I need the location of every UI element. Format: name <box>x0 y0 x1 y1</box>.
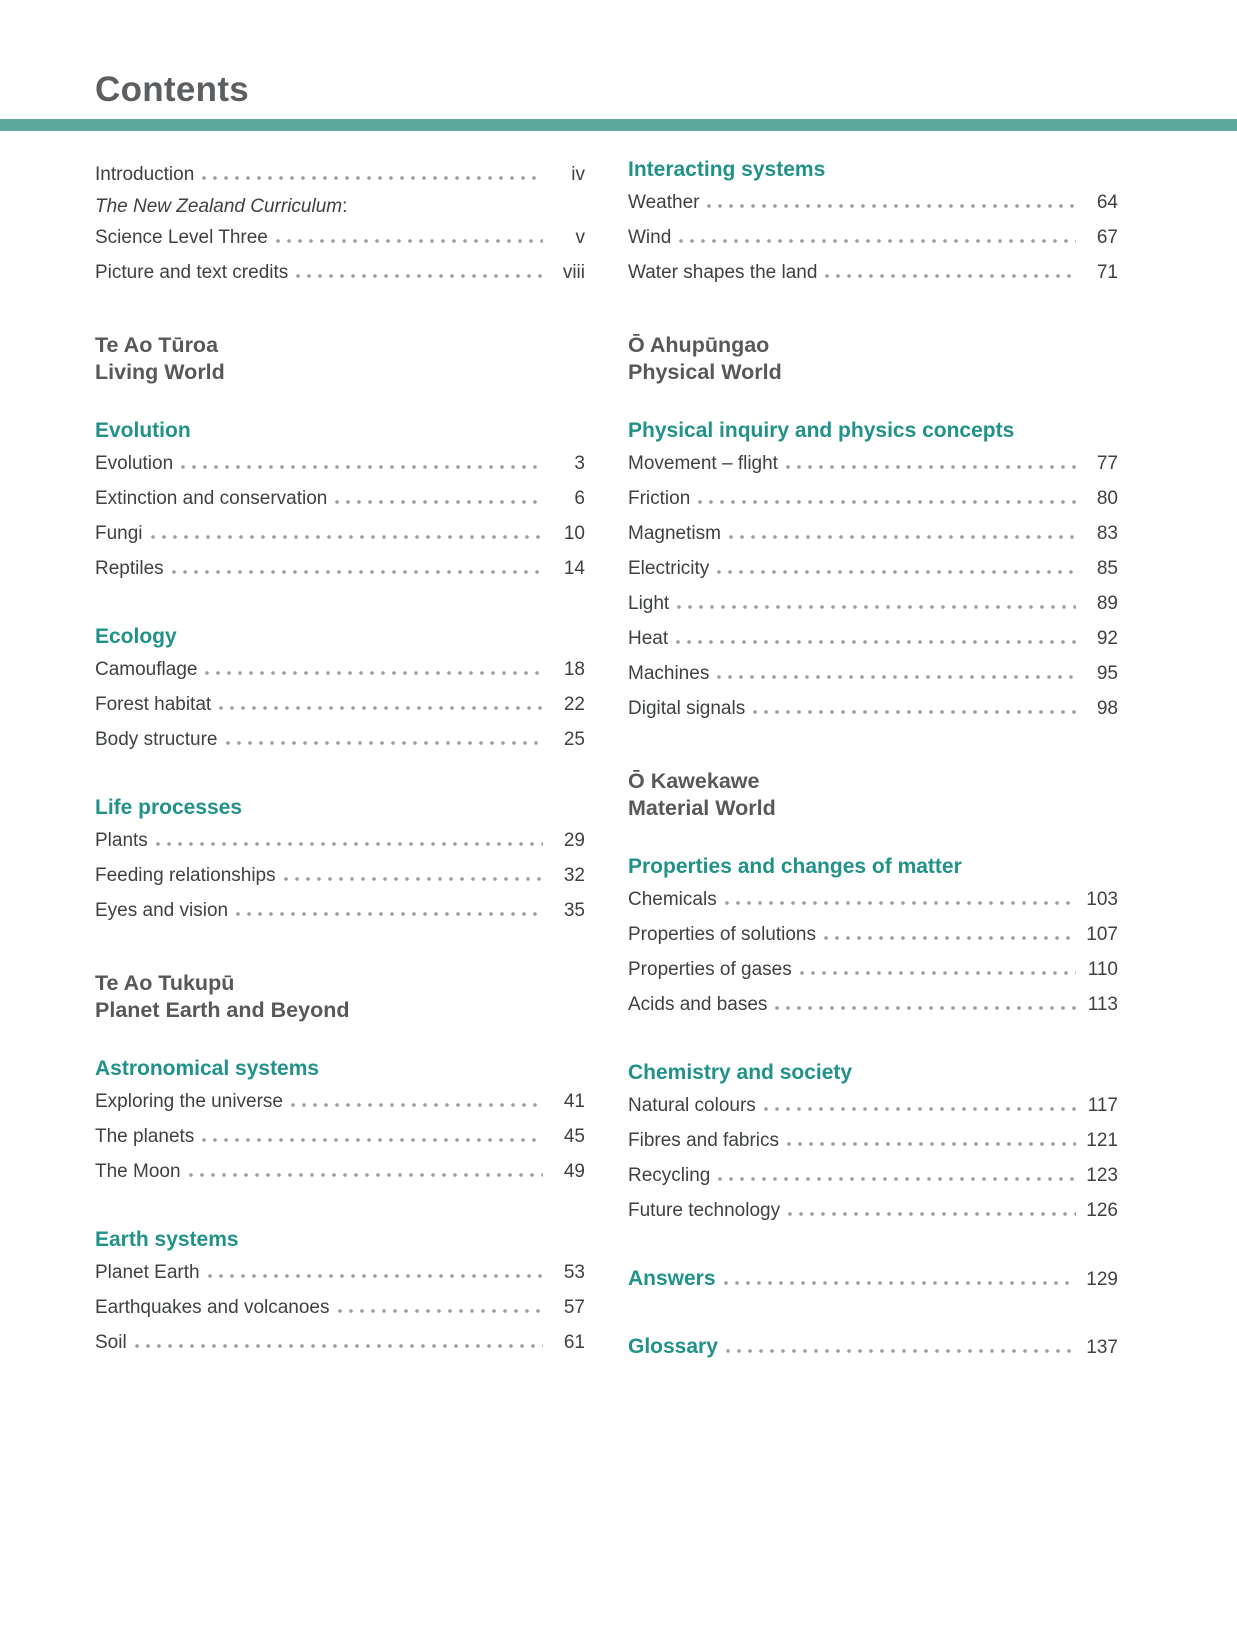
toc-entry-page: 98 <box>1096 698 1118 719</box>
toc-entry-page: 123 <box>1086 1165 1118 1186</box>
dot-leader <box>718 1177 1076 1181</box>
topic-heading: Astronomical systems <box>95 1057 320 1080</box>
toc-entry <box>628 621 1118 656</box>
toc-entry-label: Water shapes the land <box>628 262 818 283</box>
dot-leader <box>189 1173 543 1177</box>
toc-entry <box>95 1255 585 1290</box>
dot-leader <box>226 741 544 745</box>
dot-leader <box>698 500 1076 504</box>
toc-entry <box>95 551 585 586</box>
toc-entry <box>628 656 1118 691</box>
toc-entry-page: 110 <box>1087 959 1118 980</box>
toc-entry <box>95 157 585 192</box>
strand-title <box>628 332 1118 386</box>
toc-entry <box>95 722 585 757</box>
topic-heading: Life processes <box>95 796 243 819</box>
toc-entry-label: Picture and text credits <box>95 262 289 283</box>
toc-entry <box>95 858 585 893</box>
strand-title-line: Material World <box>628 796 776 820</box>
toc-entry-page: 25 <box>563 729 585 750</box>
dot-leader <box>800 971 1076 975</box>
toc-entry-label: Eyes and vision <box>95 900 229 921</box>
topic-section <box>628 157 1118 290</box>
toc-entry-label: Machines <box>628 663 710 684</box>
toc-entry <box>628 1088 1118 1123</box>
dot-leader <box>202 176 543 180</box>
toc-entry-label: Movement – flight <box>628 453 778 474</box>
toc-entry <box>628 481 1118 516</box>
toc-entry-label: Heat <box>628 628 669 649</box>
dot-leader <box>208 1274 543 1278</box>
dot-leader <box>291 1103 543 1107</box>
toc-entry-label: Introduction <box>95 164 195 185</box>
toc-entry-label: Friction <box>628 488 691 509</box>
toc-entry-label: Properties of gases <box>628 959 792 980</box>
toc-entry <box>628 551 1118 586</box>
toc-entry <box>628 1158 1118 1193</box>
topic-heading: Physical inquiry and physics concepts <box>628 419 1015 442</box>
toc-entry-page: 49 <box>563 1161 585 1182</box>
strand-title-line: Ō Kawekawe <box>628 769 760 793</box>
toc-entry-page: 3 <box>574 453 585 474</box>
toc-entry <box>628 917 1118 952</box>
toc-entry <box>95 481 585 516</box>
toc-entry <box>95 446 585 481</box>
toc-entry-page: 129 <box>1086 1269 1118 1290</box>
toc-entry <box>628 882 1118 917</box>
toc-entry-page: 92 <box>1096 628 1118 649</box>
toc-entry-label: Weather <box>628 192 700 213</box>
toc-entry-label: Properties of solutions <box>628 924 816 945</box>
toc-column-left <box>95 157 585 1364</box>
toc-entry-major <box>628 1329 1118 1364</box>
toc-entry-label: Acids and bases <box>628 994 768 1015</box>
toc-entry <box>95 687 585 722</box>
toc-entry-page: 89 <box>1096 593 1118 614</box>
toc-entry-page: 85 <box>1096 558 1118 579</box>
dot-leader <box>202 1138 543 1142</box>
dot-leader <box>729 535 1076 539</box>
toc-entry-label: Answers <box>628 1267 716 1290</box>
toc-entry <box>95 823 585 858</box>
page-header <box>0 0 1237 110</box>
dot-leader <box>825 274 1076 278</box>
dot-leader <box>726 1349 1076 1353</box>
toc-entry-label: Feeding relationships <box>95 865 276 886</box>
toc-entry-page: 6 <box>574 488 585 509</box>
dot-leader <box>724 1281 1076 1285</box>
toc-entry-page: 113 <box>1087 994 1118 1015</box>
toc-entry-page: 121 <box>1086 1130 1118 1151</box>
toc-entry-label: The planets <box>95 1126 195 1147</box>
dot-leader <box>824 936 1076 940</box>
dot-leader <box>156 842 543 846</box>
dot-leader <box>717 675 1076 679</box>
work-title-suffix: : <box>342 196 348 217</box>
dot-leader <box>181 465 543 469</box>
toc-entry-page: 35 <box>563 900 585 921</box>
toc-entry-page: 117 <box>1087 1095 1118 1116</box>
dot-leader <box>775 1006 1076 1010</box>
dot-leader <box>284 877 543 881</box>
toc-entry-page: 18 <box>563 659 585 680</box>
toc-entry-page: 67 <box>1096 227 1118 248</box>
toc-entry-label: Camouflage <box>95 659 198 680</box>
toc-entry-page: 77 <box>1096 453 1118 474</box>
toc-entry <box>95 220 585 255</box>
topic-section <box>628 1060 1118 1228</box>
strand-title-line: Te Ao Tūroa <box>95 333 219 357</box>
toc-entry-page: 61 <box>563 1332 585 1353</box>
toc-entry-label: Digital signals <box>628 698 746 719</box>
toc-entry <box>95 893 585 928</box>
toc-entry <box>628 446 1118 481</box>
topic-heading: Earth systems <box>95 1228 239 1251</box>
toc-entry-page: 71 <box>1096 262 1118 283</box>
toc-entry-label: Earthquakes and volcanoes <box>95 1297 330 1318</box>
topic-section <box>628 418 1118 726</box>
strand-title-line: Te Ao Tukupū <box>95 971 235 995</box>
front-matter-entry <box>95 157 585 192</box>
topic-section <box>95 795 585 928</box>
toc-entry-page: 107 <box>1086 924 1118 945</box>
toc-entry-label: Exploring the universe <box>95 1091 283 1112</box>
dot-leader <box>335 500 543 504</box>
toc-entry-page: iv <box>571 164 585 185</box>
topic-section <box>95 624 585 757</box>
toc-entry-page: 22 <box>563 694 585 715</box>
toc-entry <box>95 516 585 551</box>
toc-entry-label: Electricity <box>628 558 710 579</box>
topic-heading: Properties and changes of matter <box>628 855 962 878</box>
topic-section <box>95 1056 585 1189</box>
strand-title-line: Planet Earth and Beyond <box>95 998 350 1022</box>
toc-column-right <box>628 157 1118 1364</box>
toc-entry-label: Recycling <box>628 1165 711 1186</box>
toc-entry-page: 137 <box>1086 1337 1118 1358</box>
topic-heading: Evolution <box>95 419 191 442</box>
topic-heading: Chemistry and society <box>628 1061 853 1084</box>
toc-body <box>0 131 1237 1364</box>
strand-title <box>95 332 585 386</box>
toc-entry <box>95 1325 585 1360</box>
toc-entry-label: Chemicals <box>628 889 717 910</box>
dot-leader <box>677 605 1076 609</box>
toc-entry-label: Light <box>628 593 670 614</box>
dot-leader <box>788 1212 1076 1216</box>
title-divider-bar <box>0 119 1237 131</box>
topic-section <box>628 854 1118 1022</box>
dot-leader <box>172 570 543 574</box>
toc-entry-label: Forest habitat <box>95 694 212 715</box>
toc-entry-page: 80 <box>1096 488 1118 509</box>
strand-title <box>95 970 585 1024</box>
toc-entry-label: Fungi <box>95 523 143 544</box>
italic-work-title: The New Zealand Curriculum <box>95 196 343 217</box>
topic-heading: Interacting systems <box>628 158 826 181</box>
strand-title-line: Living World <box>95 360 225 384</box>
dot-leader <box>276 239 543 243</box>
toc-entry-page: 29 <box>563 830 585 851</box>
toc-entry <box>628 255 1118 290</box>
toc-entry <box>95 1154 585 1189</box>
topic-heading: Ecology <box>95 625 177 648</box>
toc-entry-label: Reptiles <box>95 558 164 579</box>
toc-entry-label: Fibres and fabrics <box>628 1130 780 1151</box>
dot-leader <box>205 671 543 675</box>
front-matter-list <box>95 157 585 290</box>
toc-entry-page: 95 <box>1096 663 1118 684</box>
toc-entry-label: Evolution <box>95 453 174 474</box>
toc-entry-page: 10 <box>563 523 585 544</box>
toc-entry-major <box>628 1261 1118 1296</box>
toc-entry-page: 126 <box>1086 1200 1118 1221</box>
front-matter-entry <box>95 255 585 290</box>
toc-entry-page: 64 <box>1096 192 1118 213</box>
toc-entry <box>95 1290 585 1325</box>
dot-leader <box>786 465 1076 469</box>
dot-leader <box>676 640 1076 644</box>
page-title: Contents <box>95 70 250 109</box>
toc-entry-label: Plants <box>95 830 148 851</box>
toc-entry-label: Body structure <box>95 729 218 750</box>
dot-leader <box>717 570 1076 574</box>
toc-entry-label: Future technology <box>628 1200 781 1221</box>
toc-entry-label: Wind <box>628 227 672 248</box>
dot-leader <box>725 901 1076 905</box>
toc-entry <box>95 255 585 290</box>
topic-section <box>95 418 585 586</box>
dot-leader <box>787 1142 1076 1146</box>
toc-entry <box>628 987 1118 1022</box>
toc-entry <box>95 652 585 687</box>
dot-leader <box>236 912 543 916</box>
toc-entry-label: Glossary <box>628 1335 718 1358</box>
toc-entry-label: The Moon <box>95 1161 181 1182</box>
toc-entry-label: Natural colours <box>628 1095 756 1116</box>
dot-leader <box>707 204 1076 208</box>
strand-title-line: Physical World <box>628 360 782 384</box>
toc-entry-label: Magnetism <box>628 523 721 544</box>
dot-leader <box>764 1107 1076 1111</box>
toc-entry <box>628 516 1118 551</box>
toc-entry-page: 83 <box>1096 523 1118 544</box>
toc-entry-page: 57 <box>563 1297 585 1318</box>
toc-entry <box>628 1123 1118 1158</box>
toc-entry <box>628 952 1118 987</box>
toc-entry <box>628 691 1118 726</box>
toc-entry <box>628 185 1118 220</box>
dot-leader <box>679 239 1076 243</box>
toc-entry <box>628 1193 1118 1228</box>
strand-title-line: Ō Ahupūngao <box>628 333 770 357</box>
toc-entry-label: Science Level Three <box>95 227 268 248</box>
toc-entry-label: Soil <box>95 1332 127 1353</box>
front-matter-entry <box>95 192 585 255</box>
toc-entry-page: 14 <box>563 558 585 579</box>
toc-entry <box>628 586 1118 621</box>
front-matter-entry-pre-line <box>95 192 585 220</box>
toc-entry-page: 103 <box>1086 889 1118 910</box>
dot-leader <box>219 706 543 710</box>
toc-entry-page: 41 <box>563 1091 585 1112</box>
toc-entry-page: v <box>575 227 585 248</box>
dot-leader <box>338 1309 544 1313</box>
toc-entry-page: 53 <box>563 1262 585 1283</box>
toc-entry-page: 45 <box>563 1126 585 1147</box>
toc-entry-page: 32 <box>563 865 585 886</box>
toc-entry-label: Extinction and conservation <box>95 488 328 509</box>
dot-leader <box>296 274 543 278</box>
toc-entry <box>95 1119 585 1154</box>
dot-leader <box>135 1344 543 1348</box>
topic-section <box>95 1227 585 1360</box>
toc-entry-page: viii <box>562 262 585 283</box>
toc-entry <box>95 1084 585 1119</box>
dot-leader <box>753 710 1076 714</box>
toc-entry <box>628 220 1118 255</box>
toc-entry-label: Planet Earth <box>95 1262 200 1283</box>
dot-leader <box>151 535 543 539</box>
strand-title <box>628 768 1118 822</box>
